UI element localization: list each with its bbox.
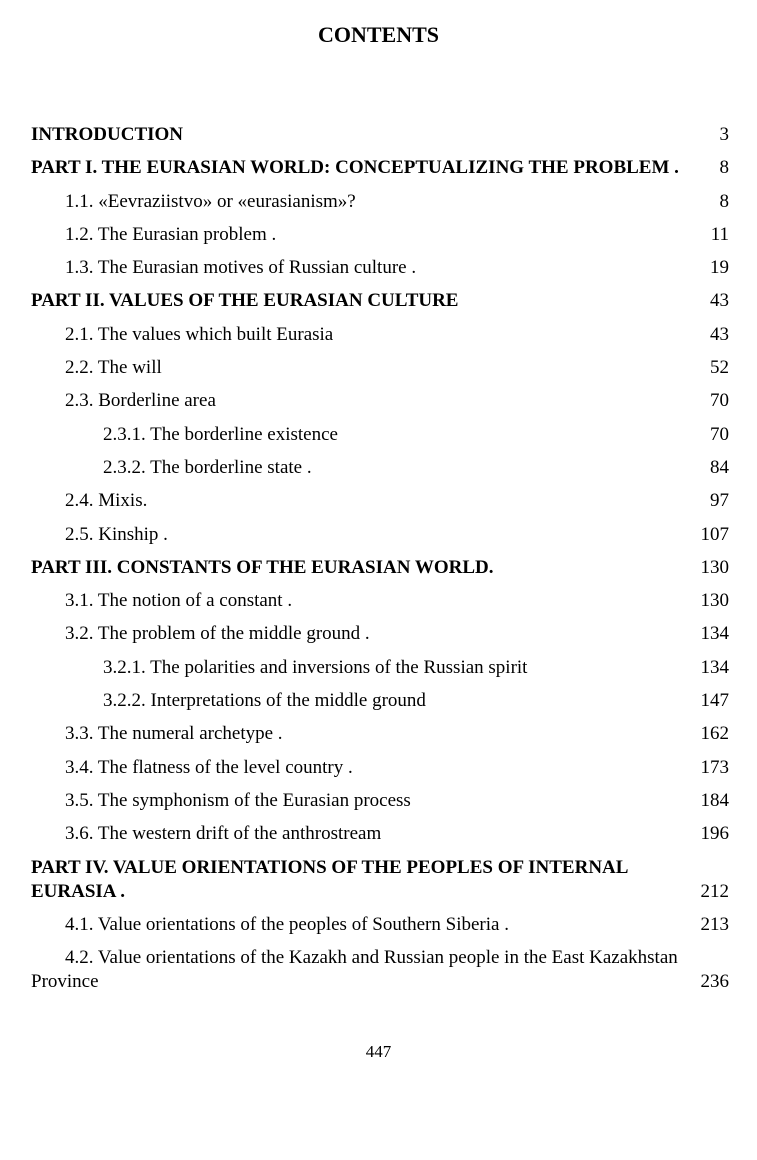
toc-entry-part-2 <box>31 289 729 313</box>
toc-entry-3-2 <box>31 622 729 646</box>
toc-entry-label: 3.2.2. Interpretations of the middle ground <box>103 690 426 712</box>
toc-entry-label: 4.1. Value orientations of the peoples of Southern Siberia . <box>65 913 509 935</box>
toc-entry-3-2-2 <box>31 689 729 713</box>
toc-entry-label: 1.3. The Eurasian motives of Russian culture . <box>65 257 417 279</box>
toc-entry-page: 162 <box>700 723 729 745</box>
toc-entry-label: 3.5. The symphonism of the Eurasian process <box>65 789 411 811</box>
toc-entry-label: 2.2. The will <box>65 357 162 379</box>
toc-entry-label: 2.1. The values which built Eurasia <box>65 323 334 345</box>
toc-entry-label: 1.2. The Eurasian problem . <box>65 223 277 245</box>
toc-entry-page: 130 <box>700 590 729 612</box>
toc-entry-page: 43 <box>710 323 729 345</box>
toc-entry-label: PART II. VALUES OF THE EURASIAN CULTURE <box>31 290 459 312</box>
toc-entry-label: 2.3. Borderline area <box>65 390 216 412</box>
toc-entry-part-4 <box>31 856 729 904</box>
toc-entry-page: 70 <box>710 423 729 445</box>
toc-entry-3-2-1 <box>31 656 729 680</box>
toc-entry-part-3 <box>31 556 729 580</box>
toc-entry-label: 2.4. Mixis. <box>65 490 148 512</box>
toc-entry-2-5 <box>31 523 729 547</box>
toc-entry-3-4 <box>31 756 729 780</box>
toc-entry-page: 84 <box>710 456 729 478</box>
toc-entry-page: 173 <box>700 756 729 778</box>
toc-entry-label: 3.4. The flatness of the level country . <box>65 756 353 778</box>
page-number: 447 <box>365 1042 392 1061</box>
toc-entry-page: 19 <box>710 257 729 279</box>
toc-entry-label: PART I. THE EURASIAN WORLD: CONCEPTUALIZING THE PROBLEM . <box>31 157 679 179</box>
toc-entry-page: 11 <box>710 223 729 245</box>
table-of-contents <box>31 123 729 1003</box>
toc-entry-label: 2.3.1. The borderline existence <box>103 423 338 445</box>
toc-entry-3-5 <box>31 789 729 813</box>
toc-entry-page: 107 <box>700 523 729 545</box>
toc-entry-page: 43 <box>710 290 729 312</box>
toc-entry-2-3-2 <box>31 456 729 480</box>
toc-entry-page: 212 <box>700 880 729 902</box>
toc-entry-label: 3.2.1. The polarities and inversions of the Russian spirit <box>103 656 528 678</box>
toc-entry-label: 3.6. The western drift of the anthrostream <box>65 823 382 845</box>
toc-entry-1-3 <box>31 256 729 280</box>
toc-entry-4-1 <box>31 913 729 937</box>
toc-entry-3-3 <box>31 722 729 746</box>
toc-entry-3-1 <box>31 589 729 613</box>
toc-entry-label: 1.1. «Eevraziistvo» or «eurasianism»? <box>65 190 356 212</box>
toc-entry-page: 134 <box>700 656 729 678</box>
toc-entry-label: PART IV. VALUE ORIENTATIONS OF THE PEOPLES OF INTERNAL EURASIA . <box>31 856 628 902</box>
toc-entry-page: 134 <box>700 623 729 645</box>
toc-entry-2-3-1 <box>31 423 729 447</box>
page-title: CONTENTS <box>317 22 440 47</box>
toc-entry-page: 196 <box>700 823 729 845</box>
toc-entry-label: 3.1. The notion of a constant . <box>65 590 293 612</box>
toc-entry-1-2 <box>31 223 729 247</box>
toc-entry-3-6 <box>31 822 729 846</box>
toc-entry-page: 8 <box>719 157 729 179</box>
toc-entry-introduction <box>31 123 729 147</box>
toc-entry-2-3 <box>31 389 729 413</box>
toc-entry-2-2 <box>31 356 729 380</box>
toc-entry-label: INTRODUCTION <box>31 124 184 145</box>
toc-entry-label: 3.2. The problem of the middle ground . <box>65 623 370 645</box>
toc-entry-page: 184 <box>700 789 729 811</box>
toc-entry-label: 2.5. Kinship . <box>65 523 168 545</box>
toc-entry-page: 213 <box>700 913 729 935</box>
toc-entry-page: 52 <box>710 357 729 379</box>
toc-entry-part-1 <box>31 156 729 180</box>
toc-entry-label: 3.3. The numeral archetype . <box>65 723 283 745</box>
toc-entry-2-1 <box>31 323 729 347</box>
toc-entry-page: 97 <box>710 490 729 512</box>
toc-entry-4-2 <box>31 946 729 994</box>
toc-entry-page: 147 <box>700 690 729 712</box>
toc-entry-page: 236 <box>700 971 729 993</box>
toc-entry-page: 8 <box>719 190 729 212</box>
toc-entry-1-1 <box>31 190 729 214</box>
toc-entry-page: 70 <box>710 390 729 412</box>
toc-entry-label: PART III. CONSTANTS OF THE EURASIAN WORLD. <box>31 556 494 578</box>
toc-entry-page: 130 <box>700 556 729 578</box>
toc-entry-label: 2.3.2. The borderline state . <box>103 456 312 478</box>
toc-entry-page: 3 <box>719 124 729 145</box>
toc-entry-2-4 <box>31 489 729 513</box>
toc-entry-label: 4.2. Value orientations of the Kazakh and Russian people in the East Kazakhstan Province <box>31 947 678 993</box>
